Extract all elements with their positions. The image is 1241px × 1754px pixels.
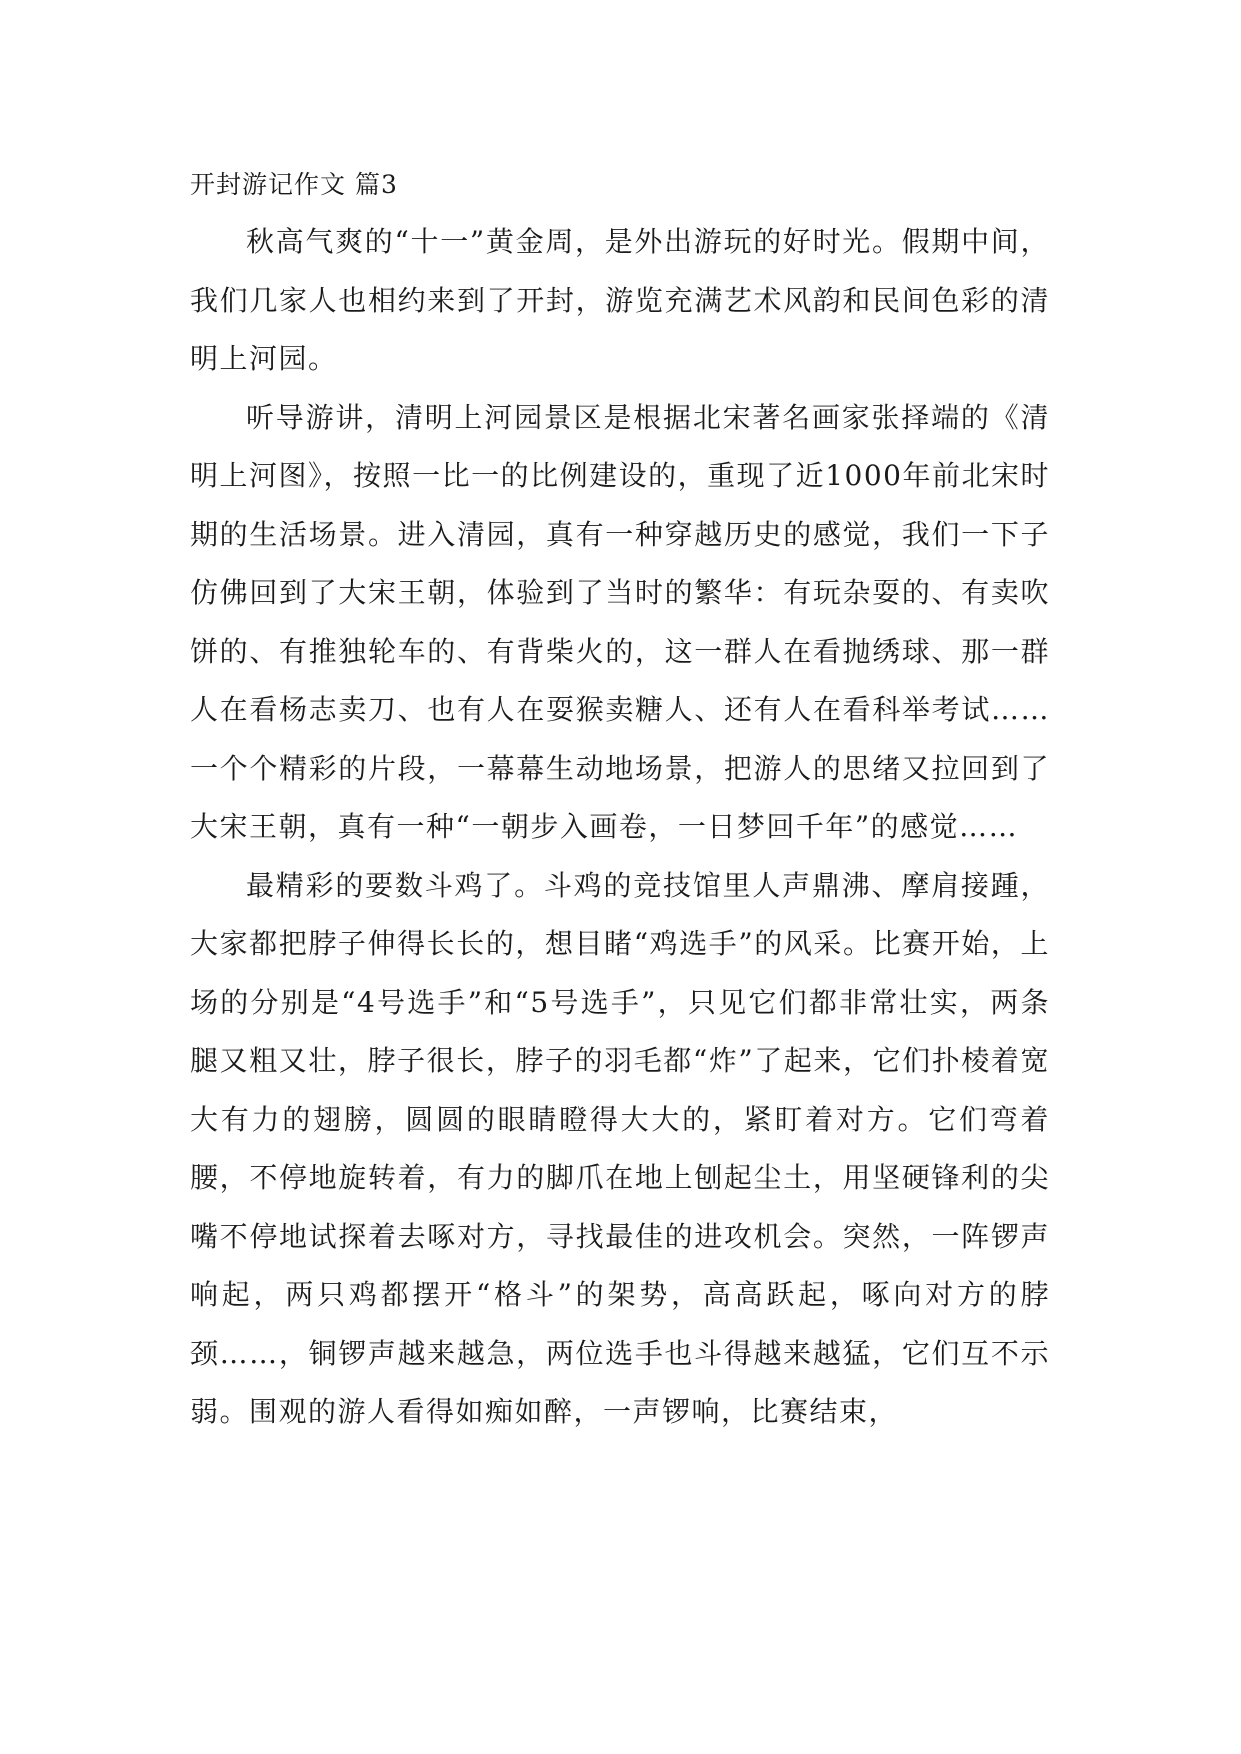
- paragraph-3: 最精彩的要数斗鸡了。斗鸡的竞技馆里人声鼎沸、摩肩接踵，大家都把脖子伸得长长的，想目睹“鸡选手”的风采。比赛开始，上场的分别是“4号选手”和“5号选手”，只见它们都非常壮实，两条腿又粗又壮，脖子很长，脖子的羽毛都“炸”了起来，它们扑棱着宽大有力的翅膀，圆圆的眼睛瞪得大大的，紧盯着对方。它们弯着腰，不停地旋转着，有力的脚爪在地上刨起尘土，用坚硬锋利的尖嘴不停地试探着去啄对方，寻找最佳的进攻机会。突然，一阵锣声响起，两只鸡都摆开“格斗”的架势，高高跃起，啄向对方的脖颈……，铜锣声越来越急，两位选手也斗得越来越猛，它们互不示弱。围观的游人看得如痴如醉，一声锣响，比赛结束，: [190, 868, 1050, 1428]
- document-page: [190, 165, 1050, 1442]
- document-title: 开封游记作文 篇3: [190, 170, 398, 199]
- paragraph-2: 听导游讲，清明上河园景区是根据北宋著名画家张择端的《清明上河图》，按照一比一的比例建设的，重现了近1000年前北宋时期的生活场景。进入清园，真有一种穿越历史的感觉，我们一下子仿佛回到了大宋王朝，体验到了当时的繁华：有玩杂耍的、有卖吹饼的、有推独轮车的、有背柴火的，这一群人在看抛绣球、那一群人在看杨志卖刀、也有人在耍猴卖糖人、还有人在看科举考试……一个个精彩的片段，一幕幕生动地场景，把游人的思绪又拉回到了大宋王朝，真有一种“一朝步入画卷，一日梦回千年”的感觉……: [190, 400, 1050, 843]
- paragraph-1: 秋高气爽的“十一”黄金周，是外出游玩的好时光。假期中间，我们几家人也相约来到了开封，游览充满艺术风韵和民间色彩的清明上河园。: [190, 225, 1050, 375]
